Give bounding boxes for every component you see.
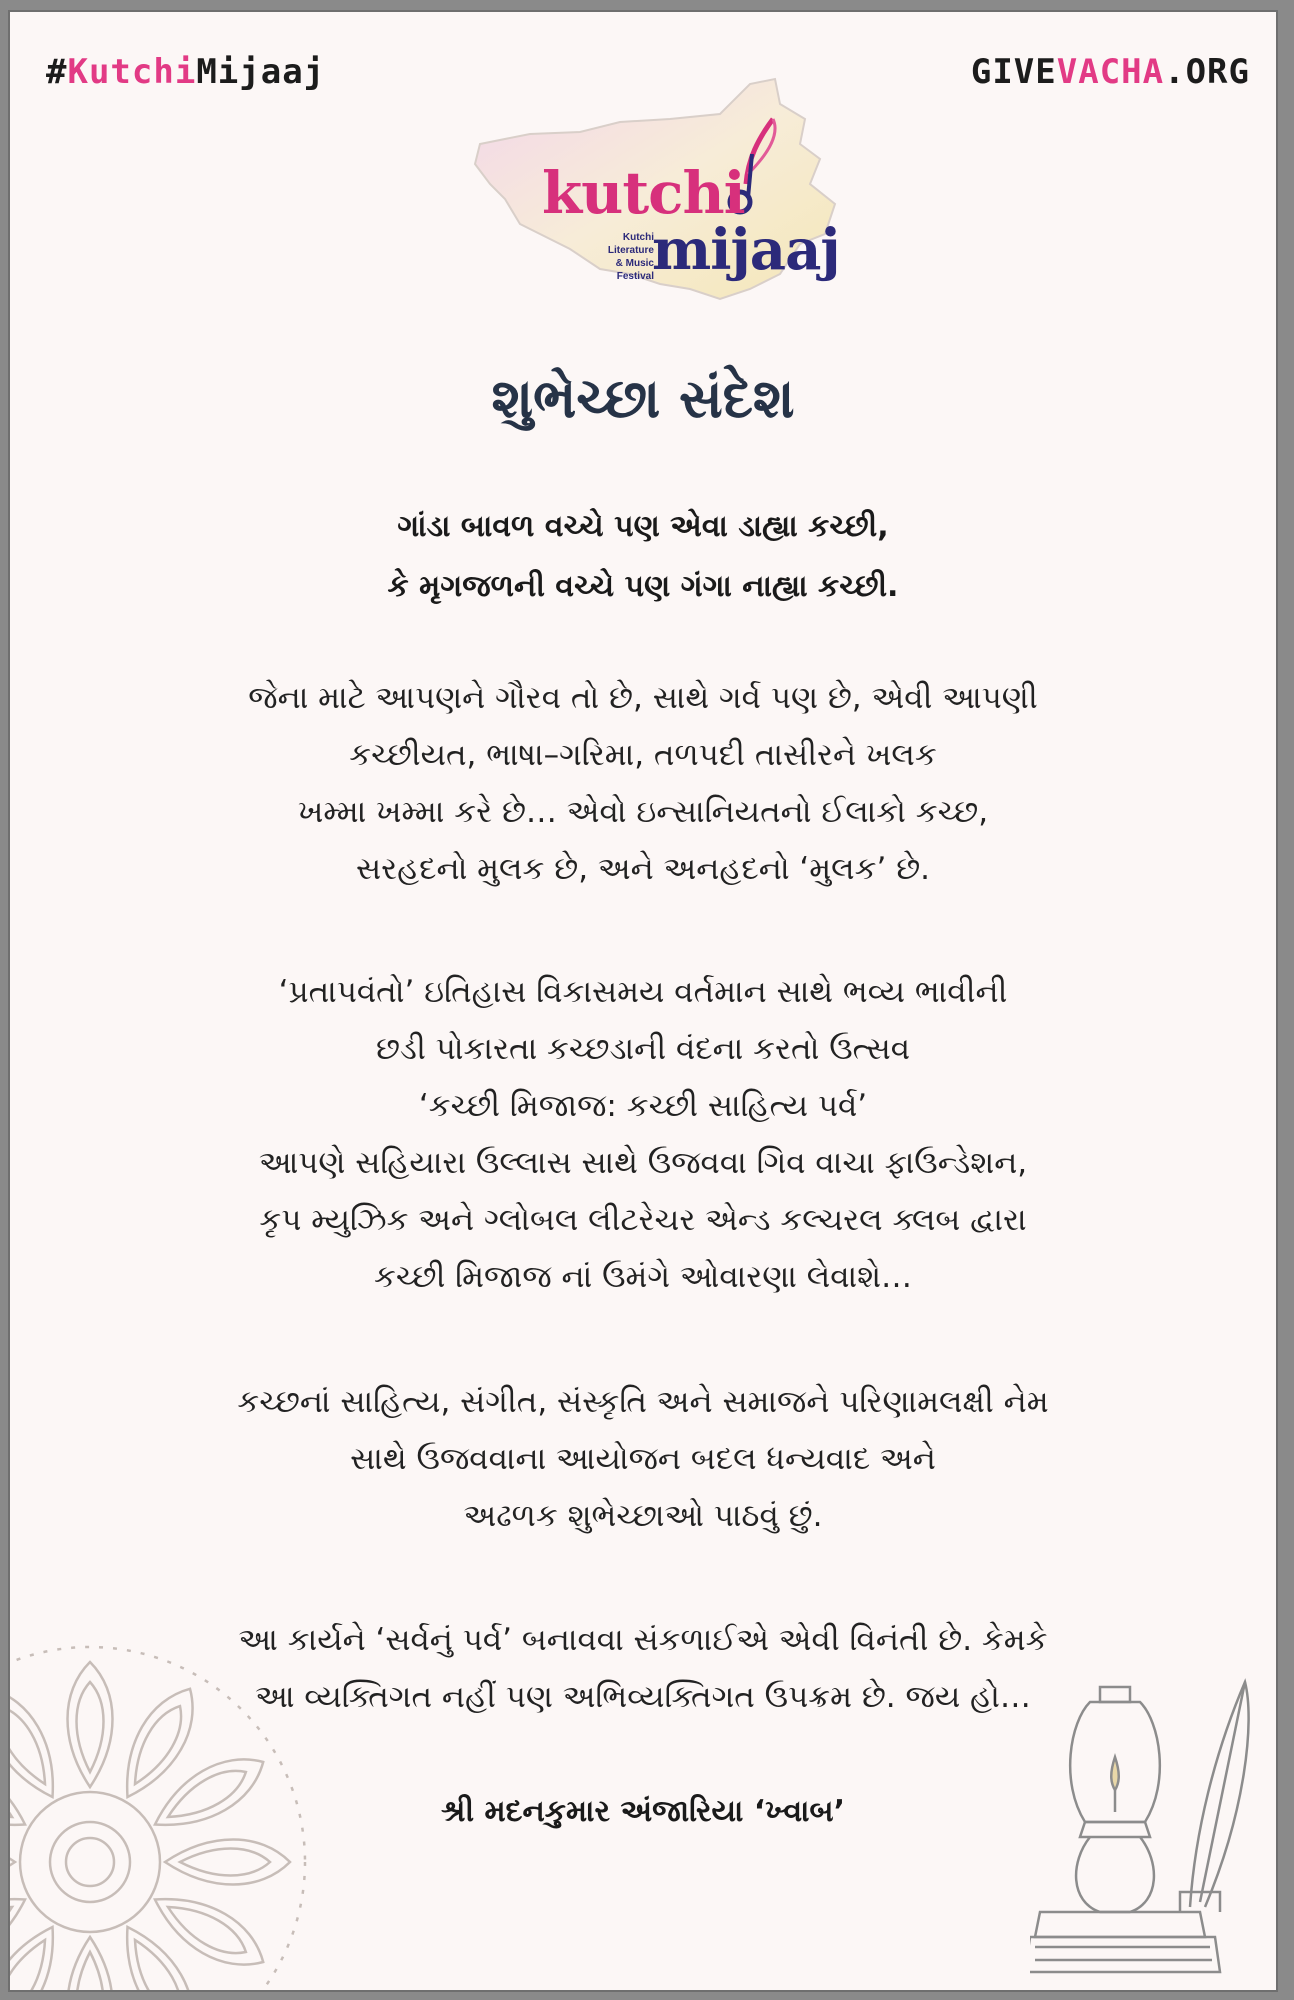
- text-line: અઢળક શુભેચ્છાઓ પાઠવું છું.: [463, 1498, 823, 1534]
- paragraph-1: [10, 670, 1276, 898]
- text-line: આ કાર્યને ‘સર્વનું પર્વ’ બનાવવા સંકળાઈએ એવી વિનંતી છે. કેમકે: [238, 1622, 1048, 1658]
- signature: શ્રી મદનકુમાર અંજારિયા ‘ખ્વાબ’: [441, 1794, 845, 1829]
- text-line: સાથે ઉજવવાના આયોજન બદલ ધન્યવાદ અને: [350, 1441, 936, 1477]
- couplet-line: ગાંડા બાવળ વચ્ચે પણ એવા ડાહ્યા કચ્છી,: [397, 509, 889, 544]
- text-line: ‘કચ્છી મિજાજ: કચ્છી સાહિત્ય પર્વ’: [418, 1088, 868, 1124]
- text-line: સરહદનો મુલક છે, અને અનહદનો ‘મુલક’ છે.: [355, 851, 931, 887]
- lamp-quill-books-illustration: [1030, 1662, 1278, 1992]
- text-line: ‘પ્રતાપવંતો’ ઇતિહાસ વિકાસમય વર્તમાન સાથે ભવ્ય ભાવીની: [278, 974, 1008, 1010]
- text-line: કચ્છી મિજાજ નાં ઉમંગે ઓવારણા લેવાશે…: [373, 1259, 912, 1295]
- paragraph-3: [10, 1374, 1276, 1545]
- text-line: જેના માટે આપણને ગૌરવ તો છે, સાથે ગર્વ પણ છે, એવી આપણી: [248, 680, 1038, 716]
- paragraph-2: [10, 964, 1276, 1306]
- text-line: આપણે સહિયારા ઉલ્લાસ સાથે ઉજવવા ગિવ વાચા ફાઉન્ડેશન,: [258, 1145, 1028, 1181]
- text-line: ખમ્મા ખમ્મા કરે છે… એવો ઇન્સાનિયતનો ઈલાકો કચ્છ,: [297, 794, 989, 830]
- couplet-line: કે મૃગજળની વચ્ચે પણ ગંગા નાહ્યા કચ્છી.: [387, 569, 899, 604]
- text-line: કૃપ મ્યુઝિક અને ગ્લોબલ લીટરેચર એન્ડ કલ્ચરલ ક્લબ દ્વારા: [259, 1202, 1027, 1238]
- text-line: આ વ્યક્તિગત નહીં પણ અભિવ્યક્તિગત ઉપક્રમ છે. જય હો…: [255, 1679, 1031, 1715]
- text-line: છડી પોકારતા કચ્છડાની વંદના કરતો ઉત્સવ: [375, 1031, 911, 1067]
- page-title: શુભેચ્છા સંદેશ: [491, 367, 795, 430]
- text-line: કચ્છનાં સાહિત્ય, સંગીત, સંસ્કૃતિ અને સમાજને પરિણામલક્ષી નેમ: [237, 1384, 1049, 1420]
- hashtag: #KutchiMijaaj: [46, 52, 326, 92]
- kutchi-mijaaj-logo: [450, 74, 870, 324]
- mandala-decoration: [8, 1632, 320, 1992]
- couplet: [10, 497, 1276, 617]
- text-line: કચ્છીયત, ભાષા–ગરિમા, તળપદી તાસીરને ખલક: [349, 737, 937, 773]
- logo-word-mijaaj: mijaaj: [652, 217, 840, 283]
- logo-word-kutchi: kutchi: [542, 159, 745, 227]
- website-link[interactable]: GIVEVACHA.ORG: [970, 52, 1250, 92]
- poster: [8, 10, 1278, 1992]
- logo-tagline: Kutchi Literature & Music Festival: [607, 232, 654, 282]
